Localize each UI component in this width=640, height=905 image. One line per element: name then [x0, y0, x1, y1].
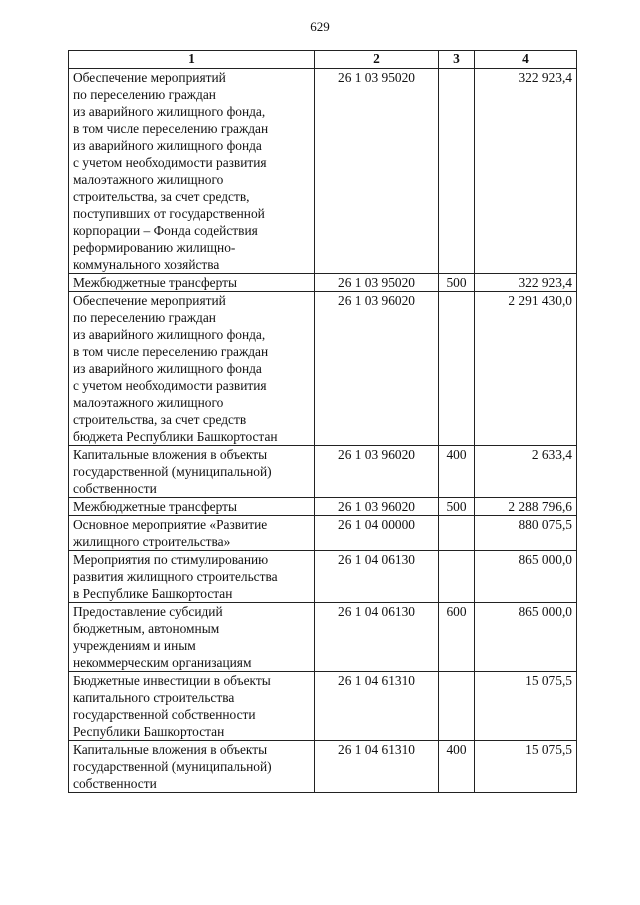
row-expense-type	[439, 551, 475, 603]
row-expense-type	[439, 292, 475, 446]
table-row	[69, 274, 577, 292]
row-name: Обеспечение мероприятий по переселению граждан из аварийного жилищного фонда, в том числе переселению граждан из аварийного жилищного фонда с учетом необходимости развития малоэтажного жилищного строительства, за счет средств бюджета Республики Башкортостан	[69, 292, 315, 446]
row-expense-type: 400	[439, 446, 475, 498]
table-row	[69, 551, 577, 603]
row-code: 26 1 04 06130	[315, 603, 439, 672]
row-code: 26 1 03 96020	[315, 498, 439, 516]
row-expense-type: 500	[439, 274, 475, 292]
table-row	[69, 69, 577, 274]
row-name: Межбюджетные трансферты	[69, 498, 315, 516]
row-expense-type: 500	[439, 498, 475, 516]
table-row	[69, 741, 577, 793]
row-amount: 15 075,5	[475, 672, 577, 741]
column-header-4: 4	[475, 51, 577, 69]
row-expense-type	[439, 672, 475, 741]
row-name: Капитальные вложения в объекты государственной (муниципальной) собственности	[69, 741, 315, 793]
column-header-2: 2	[315, 51, 439, 69]
row-name: Предоставление субсидий бюджетным, автономным учреждениям и иным некоммерческим организациям	[69, 603, 315, 672]
table-row	[69, 672, 577, 741]
row-code: 26 1 04 61310	[315, 741, 439, 793]
row-code: 26 1 03 96020	[315, 292, 439, 446]
row-name: Межбюджетные трансферты	[69, 274, 315, 292]
header-row	[69, 51, 577, 69]
column-header-1: 1	[69, 51, 315, 69]
table-body	[69, 69, 577, 793]
page-number: 629	[310, 19, 330, 34]
table-row	[69, 603, 577, 672]
row-name: Основное мероприятие «Развитие жилищного строительства»	[69, 516, 315, 551]
row-amount: 2 288 796,6	[475, 498, 577, 516]
row-amount: 15 075,5	[475, 741, 577, 793]
table-row	[69, 292, 577, 446]
row-name: Мероприятия по стимулированию развития жилищного строительства в Республике Башкортостан	[69, 551, 315, 603]
row-amount: 2 633,4	[475, 446, 577, 498]
row-amount: 322 923,4	[475, 69, 577, 274]
row-name: Бюджетные инвестиции в объекты капитального строительства государственной собственности Республики Башкортостан	[69, 672, 315, 741]
row-code: 26 1 03 95020	[315, 69, 439, 274]
table-row	[69, 516, 577, 551]
row-code: 26 1 03 95020	[315, 274, 439, 292]
row-code: 26 1 04 06130	[315, 551, 439, 603]
budget-table	[68, 50, 577, 793]
row-code: 26 1 04 00000	[315, 516, 439, 551]
row-amount: 865 000,0	[475, 603, 577, 672]
row-code: 26 1 03 96020	[315, 446, 439, 498]
row-expense-type: 400	[439, 741, 475, 793]
table-row	[69, 446, 577, 498]
column-header-3: 3	[439, 51, 475, 69]
row-expense-type: 600	[439, 603, 475, 672]
table-header	[69, 51, 577, 69]
row-amount: 865 000,0	[475, 551, 577, 603]
table-row	[69, 498, 577, 516]
row-amount: 880 075,5	[475, 516, 577, 551]
row-amount: 2 291 430,0	[475, 292, 577, 446]
row-code: 26 1 04 61310	[315, 672, 439, 741]
row-expense-type	[439, 516, 475, 551]
row-name: Обеспечение мероприятий по переселению граждан из аварийного жилищного фонда, в том числе переселению граждан из аварийного жилищного фонда с учетом необходимости развития малоэтажного жилищного строительства, за счет средств, поступивших от государственной корпорации – Фонда содействия реформированию жилищно- коммунального хозяйства	[69, 69, 315, 274]
row-name: Капитальные вложения в объекты государственной (муниципальной) собственности	[69, 446, 315, 498]
row-expense-type	[439, 69, 475, 274]
row-amount: 322 923,4	[475, 274, 577, 292]
